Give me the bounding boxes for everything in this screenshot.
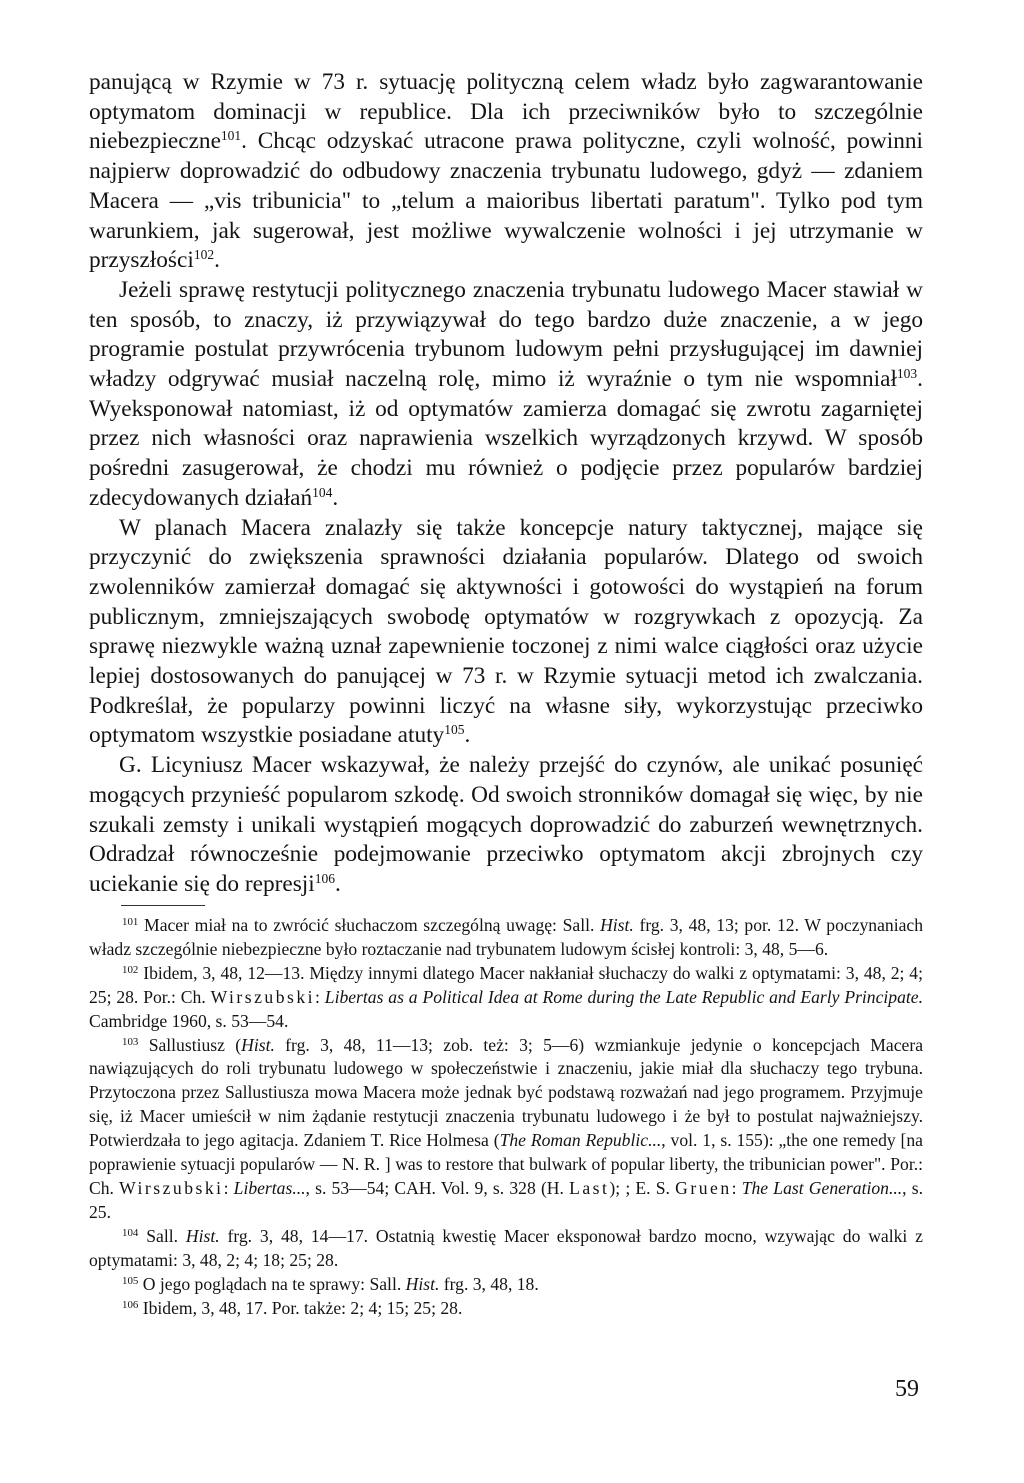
paragraph-4 (89, 751, 923, 900)
footnote-italic: Hist. (241, 1034, 275, 1055)
footnote-text: frg. 3, 48, 14—17. Ostatnią kwestię Macer eksponował bardzo mocno, wzywając do walki z optymatami: 3, 48, 2; 4; 18; 25; 28. (89, 1225, 923, 1270)
footnote-text: : (315, 986, 325, 1007)
main-text (89, 68, 923, 900)
author-name: Gruen (675, 1177, 732, 1198)
footnote-number: 105 (122, 1274, 139, 1287)
footnote-italic: The Last Generation... (741, 1177, 903, 1198)
paragraph-text: . (335, 870, 341, 897)
footnotes (89, 914, 923, 1320)
paragraph-text: . Wyeksponował natomiast, iż od optymatów zamierza domagać się zwrotu zagarniętej przez nich własności oraz naprawienia wszelkich wyrządzonych krzywd. W sposób pośredni zasugerował, że chodzi mu również o podjęcie przez popularów bardziej zdecydowanych działań (89, 366, 923, 511)
footnote-text: ); ; E. S. (609, 1177, 676, 1198)
page-number: 59 (895, 1376, 919, 1402)
footnote-106 (89, 1297, 923, 1321)
footnote-text: , s. 25. (89, 1177, 923, 1222)
footnote-text: frg. 3, 48, 13; por. 12. W poczynaniach władz szczególnie niebezpieczne było roztaczanie nad trybunatem ludowym ścisłej kontroli: 3, 48, 5—6. (89, 915, 923, 959)
paragraph-text: Jeżeli sprawę restytucji politycznego znaczenia trybunatu ludowego Macer stawiał w ten sposób, to znaczy, iż przywiązywał do tego bardzo duże znaczenie, a w jego programie postulat przywrócenia trybunom ludowym pełni przysługującej im dawniej władzy odgrywać musiał naczelną rolę, mimo iż wyraźnie o tym nie wspomniał (89, 276, 923, 393)
footnote-number: 103 (122, 1035, 139, 1048)
paragraph-text: . (464, 722, 471, 749)
footnote-number: 102 (122, 963, 139, 976)
footnote-text: Cambridge 1960, s. 53—54. (89, 1010, 289, 1031)
footnote-text: Sallustiusz ( (148, 1034, 242, 1055)
footnote-ref-105[interactable]: 105 (444, 722, 465, 738)
paragraph-3 (89, 514, 923, 752)
footnote-ref-106[interactable]: 106 (314, 870, 336, 886)
footnote-number: 104 (122, 1226, 139, 1239)
author-name: Last (569, 1177, 610, 1198)
footnote-ref-101[interactable]: 101 (220, 128, 242, 144)
footnote-text: : (223, 1177, 234, 1198)
footnote-number: 101 (122, 916, 139, 928)
paragraph-text: G. Licyniusz Macer wskazywał, że należy przejść do czynów, ale unikać posunięć mogących przynieść popularom szkodę. Od swoich stronników domagał się więc, by nie szukali zemsty i unikali wystąpień mogących doprowadzić do zaburzeń wewnętrznych. Odradzał równocześnie podejmowanie przeciwko optymatom akcji zbrojnych czy uciekanie się do represji (89, 752, 923, 897)
footnote-ref-102[interactable]: 102 (193, 247, 215, 263)
paragraph-2 (89, 276, 923, 514)
footnote-text: frg. 3, 48, 11—13; zob. też: 3; 5—6) wzmiankuje jedynie o koncepcjach Macera nawiązujących do roli trybunatu ludowego w społeczeństwie i znaczeniu, jakie miał dla słuchaczy tego trybuna. Przytoczona przez Sallustiusza mowa Macera może jednak być podstawą rozważań nad jego programem. Przyjmuje się, iż Macer umieścił w nim żądanie restytucji znaczenia trybunatu ludowego i że był to postulat najważniejszy. Potwierdzała to jego agitacja. Zdaniem T. Rice Holmesa ( (89, 1034, 923, 1151)
footnote-text: Ibidem, 3, 48, 17. Por. także: 2; 4; 15; 25; 28. (142, 1297, 463, 1318)
footnote-italic: Libertas... (233, 1177, 306, 1198)
author-name: Wirszubski (210, 986, 316, 1007)
paragraph-text: panującą w Rzymie w 73 r. sytuację polityczną celem władz było zagwarantowanie optymatom dominacji w republice. Dla ich przeciwników było to szczególnie niebezpieczne (89, 69, 923, 155)
paragraph-text: W planach Macera znalazły się także koncepcje natury taktycznej, mające się przyczynić do zwiększenia sprawności działania popularów. Dlatego od swoich zwolenników zamierzał domagać się aktywności i gotowości do wystąpień na forum publicznym, zmniejszających swobodę optymatów w rozgrywkach z opozycją. Za sprawę niezwykle ważną uznał zapewnienie toczonej z nimi walce ciągłości oraz użycie lepiej dostosowanych do panującej w 73 r. w Rzymie sytuacji metod ich zwalczania. Podkreślał, że popularzy powinni liczyć na własne siły, wykorzystując przeciwko optymatom wszystkie posiadane atuty (89, 514, 923, 749)
footnote-italic: Hist. (600, 915, 634, 935)
footnote-ref-104[interactable]: 104 (312, 484, 333, 500)
footnote-text: Sall. (146, 1225, 186, 1246)
footnote-ref-103[interactable]: 103 (896, 365, 918, 381)
footnote-italic: Libertas as a Political Idea at Rome during the Late Republic and Early Principate. (324, 986, 923, 1007)
paragraph-text: . (332, 484, 339, 511)
footnote-text: Macer miał na to zwrócić słuchaczom szczególną uwagę: Sall. (144, 915, 601, 935)
footnote-italic: Hist. (185, 1225, 220, 1246)
footnote-number: 106 (122, 1298, 139, 1311)
author-name: Wirszubski (119, 1177, 224, 1198)
footnote-102 (89, 962, 923, 1034)
footnote-text: O jego poglądach na te sprawy: Sall. (142, 1273, 406, 1294)
footnote-italic: The Roman Republic... (499, 1130, 662, 1151)
footnote-text: Ibidem, 3, 48, 12—13. Między innymi dlatego Macer nakłaniał słuchaczy do walki z optymatami: 3, 48, 2; 4; 25; 28. Por.: Ch. (89, 962, 923, 1007)
footnote-text: : (731, 1177, 742, 1198)
footnote-105 (89, 1273, 923, 1297)
footnote-italic: Hist. (405, 1273, 440, 1294)
footnote-103 (89, 1034, 923, 1225)
footnote-separator (121, 905, 205, 906)
paragraph-text: . (214, 247, 220, 274)
footnote-104 (89, 1225, 923, 1273)
footnote-text: , s. 53—54; CAH. Vol. 9, s. 328 (H. (305, 1177, 570, 1198)
paragraph-1 (89, 68, 923, 276)
footnote-101 (89, 914, 923, 962)
footnote-text: , vol. 1, s. 155): „the one remedy [na poprawienie sytuacji popularów — N. R. ] was to restore that bulwark of popular liberty, the tribunician power". Por.: Ch. (89, 1130, 923, 1198)
footnote-text: frg. 3, 48, 18. (439, 1273, 539, 1294)
paragraph-text: . Chcąc odzyskać utracone prawa polityczne, czyli wolność, powinni najpierw doprowadzić do odbudowy znaczenia trybunatu ludowego, gdyż — zdaniem Macera — „vis tribunicia" to „telum a maioribus libertati paratum". Tylko pod tym warunkiem, jak sugerował, jest możliwe wywalczenie wolności i jej utrzymanie w przyszłości (89, 128, 923, 274)
